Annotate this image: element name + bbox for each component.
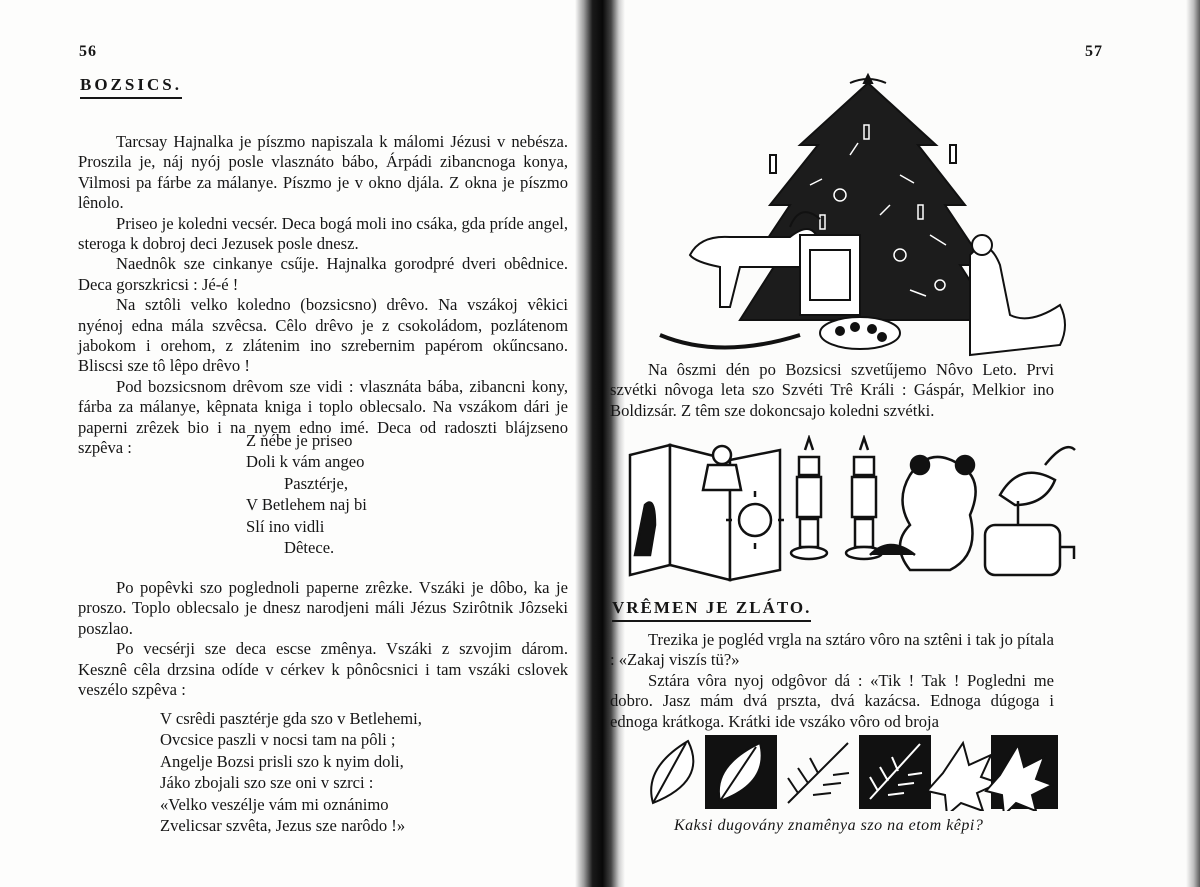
toys-illustration [620, 435, 1080, 585]
paragraph: Na sztôli velko koledno (bozsicsno) drêvo. Na vszákoj vêkici nyénoj edna mála szvêcsa. Cêlo drêvo je z csokoládom, pozlátenom jabokom i orehom, z zlátenim ino szrebernim papérom okűncsano. Bliscsi sze tô lêpo drêvo ! [78, 295, 568, 376]
poem-line: V csrêdi pasztérje gda szo v Betlehemi, [160, 709, 422, 728]
paragraph: Po popêvki szo poglednoli paperne zrêzke. Vszáki je dôbo, ka je proszo. Toplo oblecsalo je dnesz narodjeni máli Jézus Szirôtnik Jôzseki poszlao. [78, 578, 568, 638]
poem-line: Ovcsice paszli v nocsi tam na pôli ; [160, 730, 396, 750]
paragraph: Pod bozsicsnom drêvom sze vidi : vlasznáta bába, zibancni kony, fárba za málanye, kêpnata kniga i toplo oblecsalo. Na vszákom dári je paperni zrêzek bio i na nyem edno imé. Deca od radoszti blájzseno szpêva : [78, 376, 568, 458]
left-page [0, 0, 590, 887]
leaves-illustration [638, 733, 1058, 811]
poem-shepherds [160, 708, 422, 836]
leaves-caption: Kaksi dugovány znamênya szo na etom kêpi? [674, 817, 984, 834]
poem-line: Pasztérje, [284, 473, 349, 493]
page-number-right: 57 [1085, 43, 1103, 60]
story-title-vremen: VRÊMEN JE ZLÁTO. [612, 598, 811, 622]
page-edge-shadow [1186, 0, 1200, 887]
poem-line: Dêtece. [284, 538, 335, 558]
poem-line: Slí ino vidli [246, 516, 325, 536]
poem-line: Angelje Bozsi prisli szo k nyim doli, [160, 751, 404, 771]
paragraph: Sztára vôra nyoj odgôvor dá : «Tik ! Tak ! Pogledni me dobro. Jasz mám dvá prszta, dvá kazácsa. Ednoga dúgoga i ednoga krátkoga. Krátki ide vszáko vôro od broja [610, 670, 1054, 731]
poem-line: Jáko zbojali szo sze oni v szrci : [160, 773, 374, 793]
poem-line: V Betlehem naj bi [246, 495, 367, 515]
paragraph: Po vecsérji sze deca escse zmênya. Vszáki z szvojim dárom. Kesznê cêla drzsina odíde v cérkev k pônôcsnici i tam vszáki cslovek veszélo szpêva : [78, 639, 568, 700]
poem-angel [246, 430, 367, 558]
poem-line: Doli k vám angeo [246, 452, 365, 472]
page-number-left: 56 [79, 43, 97, 60]
poem-line: Zvelicsar szvêta, Jezus sze narôdo !» [160, 816, 406, 836]
clock-story-text [610, 630, 1054, 732]
book-gutter [575, 0, 625, 887]
new-year-paragraph [610, 360, 1054, 421]
paragraph: Trezika je pogléd vrgla na sztáro vôro na sztêni i tak jo pítala : «Zakaj viszís tü?» [610, 630, 1054, 670]
paragraph: Naednôk sze cinkanye csűje. Hajnalka gorodpré dveri obêdnice. Deca gorszkricsi : Jé-é ! [78, 254, 568, 294]
story-text-block-1 [78, 132, 568, 459]
poem-line: «Velko veszélje vám mi oznánimo [160, 794, 389, 814]
paragraph: Priseo je koledni vecsér. Deca bogá moli ino csáka, gda príde angel, steroga k dobroj deci Jezusek posle dnesz. [78, 213, 568, 254]
story-title-bozsics: BOZSICS. [80, 75, 182, 99]
poem-line: Z nébe je priseo [246, 431, 353, 450]
paragraph: Tarcsay Hajnalka je píszmo napiszala k málomi Jézusi v nebésza. Proszila je, náj nyój posle vlasznáto bábo, Árpádi zibancnoga konya, Vilmosi pa fárbe za málanye. Píszmo je v okno djála. Z okna je píszmo lênolo. [78, 132, 568, 213]
christmas-tree-illustration [650, 65, 1070, 360]
paragraph: Na ôszmi dén po Bozsicsi szvetűjemo Nôvo Leto. Prvi szvétki nôvoga leta szo Szvéti Trê Králi : Gáspár, Melkior ino Boldizsár. Z têm sze dokoncsajo koledni szvétki. [610, 360, 1054, 420]
story-text-block-2 [78, 578, 568, 700]
